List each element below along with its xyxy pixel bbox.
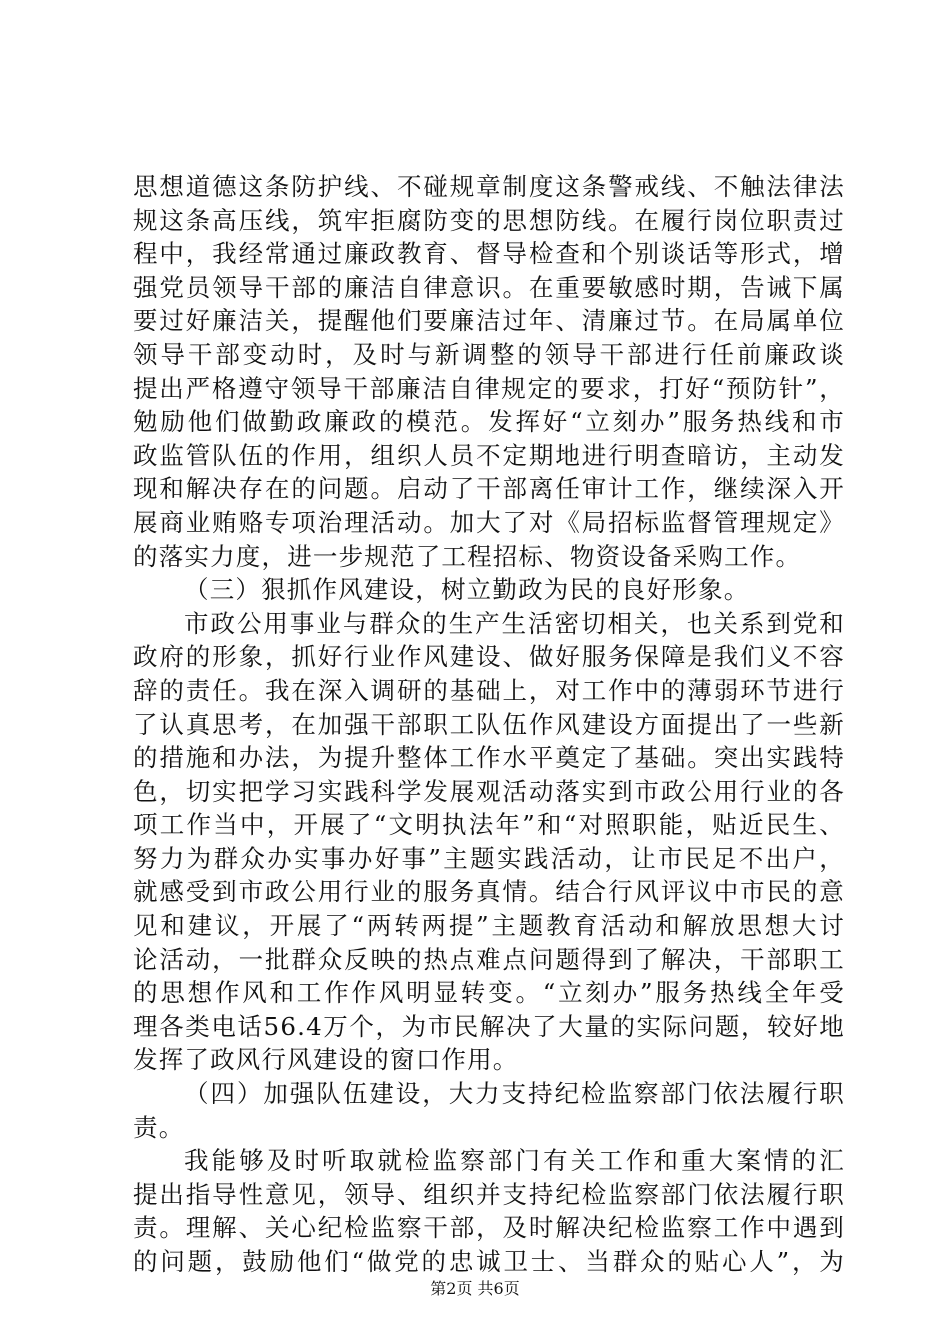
text-line: 市政公用事业与群众的生产生活密切相关，也关系到党和 [184, 608, 845, 638]
section-heading: （四）加强队伍建设，大力支持纪检监察部门依法履行职 [184, 1079, 845, 1109]
text-line: 色，切实把学习实践科学发展观活动落实到市政公用行业的各 [133, 776, 845, 806]
text-line: 提出严格遵守领导干部廉洁自律规定的要求，打好“预防针”， [133, 373, 845, 403]
text-line: 的思想作风和工作作风明显转变。“立刻办”服务热线全年受 [133, 978, 845, 1008]
body-text [133, 170, 845, 1279]
text-line: 发挥了政风行风建设的窗口作用。 [133, 1045, 519, 1075]
text-line: 项工作当中，开展了“文明执法年”和“对照职能，贴近民生、 [133, 810, 845, 840]
text-line: 规这条高压线，筑牢拒腐防变的思想防线。在履行岗位职责过 [133, 205, 845, 235]
text-line: 努力为群众办实事办好事”主题实践活动，让市民足不出户， [133, 843, 845, 873]
section-heading: （三）狠抓作风建设，树立勤政为民的良好形象。 [184, 575, 750, 605]
text-line: 的落实力度，进一步规范了工程招标、物资设备采购工作。 [133, 541, 802, 571]
text-line: 现和解决存在的问题。启动了干部离任审计工作，继续深入开 [133, 474, 845, 504]
text-line: 提出指导性意见，领导、组织并支持纪检监察部门依法履行职 [133, 1179, 845, 1209]
text-line: 强党员领导干部的廉洁自律意识。在重要敏感时期，告诫下属 [133, 272, 845, 302]
text-line: 理各类电话56.4万个，为市民解决了大量的实际问题，较好地 [133, 1011, 845, 1041]
text-line: 的问题，鼓励他们“做党的忠诚卫士、当群众的贴心人”，为 [133, 1247, 845, 1276]
section-heading-continued: 责。 [133, 1112, 185, 1142]
text-line: 的措施和办法，为提升整体工作水平奠定了基础。突出实践特 [133, 743, 845, 773]
text-line: 就感受到市政公用行业的服务真情。结合行风评议中市民的意 [133, 877, 845, 907]
text-line: 要过好廉洁关，提醒他们要廉洁过年、清廉过节。在局属单位 [133, 306, 845, 336]
text-line: 政监管队伍的作用，组织人员不定期地进行明查暗访，主动发 [133, 440, 845, 470]
text-line: 我能够及时听取就检监察部门有关工作和重大案情的汇 [184, 1146, 845, 1176]
text-line: 领导干部变动时，及时与新调整的领导干部进行任前廉政谈 [133, 339, 845, 369]
text-line: 展商业贿赂专项治理活动。加大了对《局招标监督管理规定》 [133, 507, 845, 537]
text-line: 论活动，一批群众反映的热点难点问题得到了解决，干部职工 [133, 944, 845, 974]
text-line: 见和建议，开展了“两转两提”主题教育活动和解放思想大讨 [133, 911, 845, 941]
text-line: 思想道德这条防护线、不碰规章制度这条警戒线、不触法律法 [133, 172, 845, 201]
text-line: 了认真思考，在加强干部职工队伍作风建设方面提出了一些新 [133, 709, 845, 739]
page-number-footer: 第2页 共6页 [430, 1279, 520, 1298]
text-line: 勉励他们做勤政廉政的模范。发挥好“立刻办”服务热线和市 [133, 407, 845, 437]
text-line: 责。理解、关心纪检监察干部，及时解决纪检监察工作中遇到 [133, 1213, 845, 1243]
text-line: 辞的责任。我在深入调研的基础上，对工作中的薄弱环节进行 [133, 675, 845, 705]
text-line: 程中，我经常通过廉政教育、督导检查和个别谈话等形式，增 [133, 239, 845, 269]
text-line: 政府的形象，抓好行业作风建设、做好服务保障是我们义不容 [133, 642, 845, 672]
